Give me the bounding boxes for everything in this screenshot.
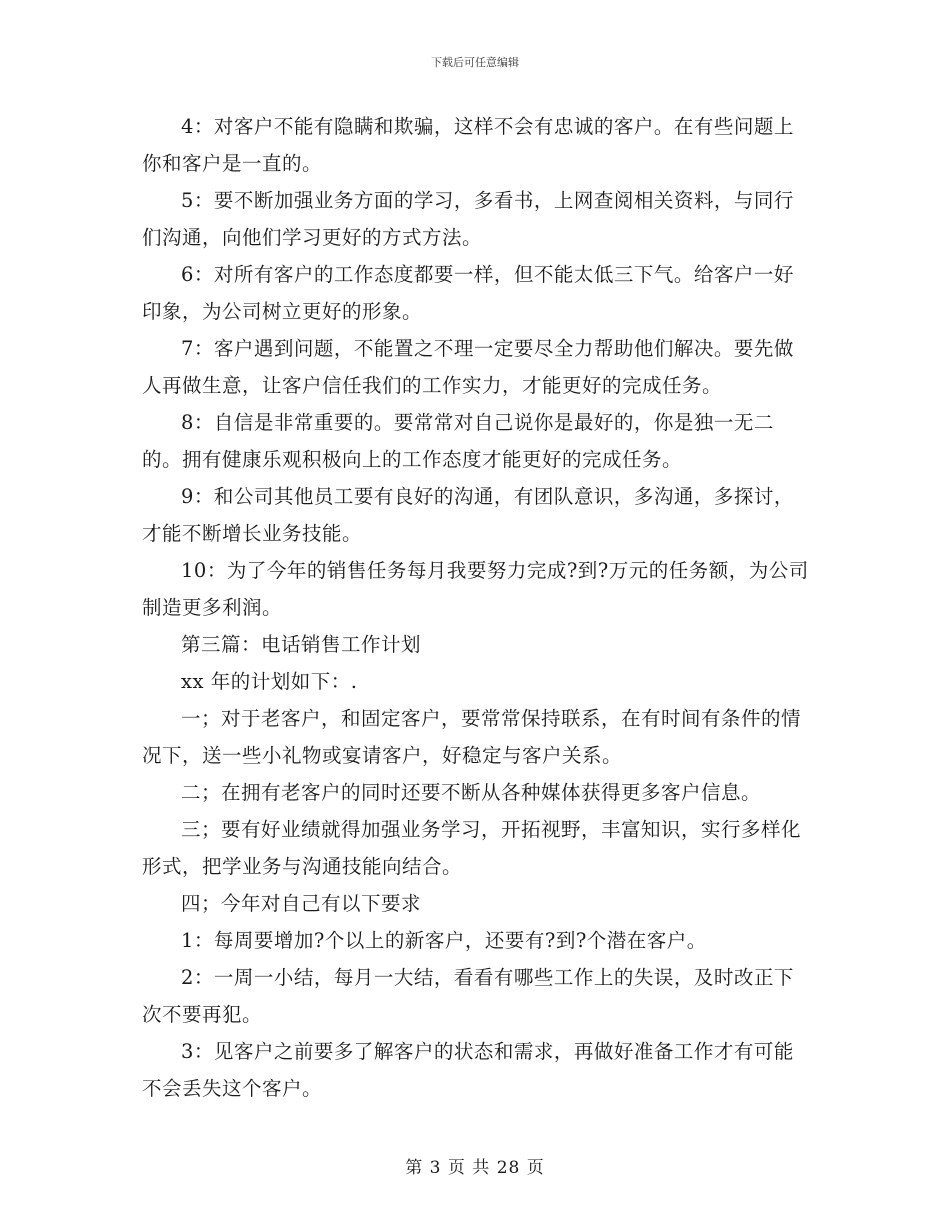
paragraph: 9：和公司其他员工要有良好的沟通，有团队意识，多沟通，多探讨，才能不断增长业务技能。 <box>142 485 794 545</box>
paragraph: 四；今年对自己有以下要求 <box>181 892 422 915</box>
paragraph: 三；要有好业绩就得加强业务学习，开拓视野，丰富知识，实行多样化形式，把学业务与沟通技能向结合。 <box>142 818 802 878</box>
paragraph: 3：见客户之前要多了解客户的状态和需求，再做好准备工作才有可能不会丢失这个客户。 <box>142 1040 794 1100</box>
paragraph: 2：一周一小结，每月一大结，看看有哪些工作上的失误，及时改正下次不要再犯。 <box>142 966 794 1026</box>
page-header: 下载后可任意编辑 <box>431 56 519 69</box>
paragraph: 一；对于老客户，和固定客户，要常常保持联系，在有时间有条件的情况下，送一些小礼物或宴请客户，好稳定与客户关系。 <box>142 707 802 767</box>
document-body <box>142 108 810 1107</box>
section-heading: 第三篇：电话销售工作计划 <box>181 633 422 656</box>
paragraph: 二；在拥有老客户的同时还要不断从各种媒体获得更多客户信息。 <box>181 781 762 804</box>
paragraph: 4：对客户不能有隐瞒和欺骗，这样不会有忠诚的客户。在有些问题上你和客户是一直的。 <box>142 115 794 175</box>
paragraph: 1：每周要增加?个以上的新客户，还要有?到?个潜在客户。 <box>181 929 707 952</box>
paragraph: 5：要不断加强业务方面的学习，多看书，上网查阅相关资料，与同行们沟通，向他们学习更好的方式方法。 <box>142 189 794 249</box>
paragraph: 7：客户遇到问题，不能置之不理一定要尽全力帮助他们解决。要先做人再做生意，让客户信任我们的工作实力，才能更好的完成任务。 <box>142 337 794 397</box>
paragraph: 8：自信是非常重要的。要常常对自己说你是最好的，你是独一无二的。拥有健康乐观积极向上的工作态度才能更好的完成任务。 <box>142 411 774 471</box>
page-footer: 第 3 页 共 28 页 <box>405 1158 545 1178</box>
paragraph: 10：为了今年的销售任务每月我要努力完成?到?万元的任务额，为公司制造更多利润。 <box>142 559 809 619</box>
paragraph: 6：对所有客户的工作态度都要一样，但不能太低三下气。给客户一好印象，为公司树立更好的形象。 <box>142 263 794 323</box>
paragraph: xx 年的计划如下：. <box>181 670 358 693</box>
